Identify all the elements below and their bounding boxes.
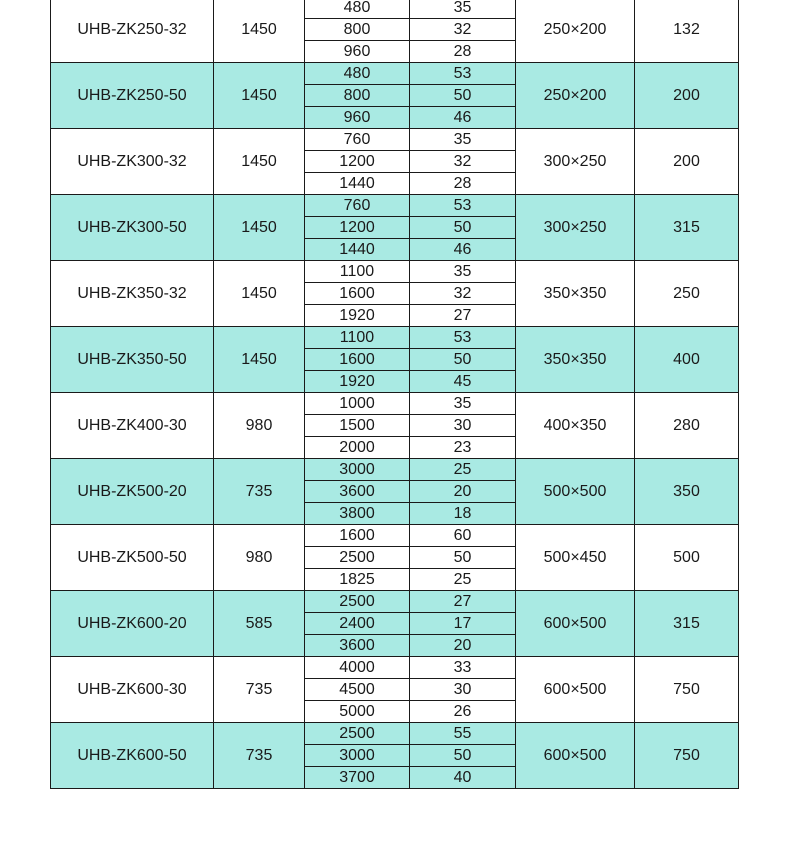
head-cell: 35 xyxy=(410,261,516,283)
model-cell: UHB-ZK350-32 xyxy=(51,261,214,327)
speed-cell: 735 xyxy=(214,723,305,789)
flow-cell: 1920 xyxy=(305,371,410,393)
head-cell: 28 xyxy=(410,173,516,195)
flow-cell: 2500 xyxy=(305,591,410,613)
head-cell: 26 xyxy=(410,701,516,723)
pump-spec-table xyxy=(50,0,739,789)
head-cell: 35 xyxy=(410,129,516,151)
flow-cell: 480 xyxy=(305,63,410,85)
flow-cell: 3000 xyxy=(305,745,410,767)
speed-cell: 735 xyxy=(214,657,305,723)
head-cell: 20 xyxy=(410,481,516,503)
head-cell: 46 xyxy=(410,239,516,261)
head-cell: 50 xyxy=(410,745,516,767)
head-cell: 27 xyxy=(410,305,516,327)
head-cell: 32 xyxy=(410,19,516,41)
table-row xyxy=(51,723,739,745)
size-cell: 250×200 xyxy=(516,0,635,63)
speed-cell: 1450 xyxy=(214,195,305,261)
table-row xyxy=(51,63,739,85)
flow-cell: 1200 xyxy=(305,217,410,239)
model-cell: UHB-ZK500-50 xyxy=(51,525,214,591)
flow-cell: 4000 xyxy=(305,657,410,679)
size-cell: 350×350 xyxy=(516,327,635,393)
head-cell: 46 xyxy=(410,107,516,129)
head-cell: 50 xyxy=(410,349,516,371)
size-cell: 500×500 xyxy=(516,459,635,525)
speed-cell: 980 xyxy=(214,393,305,459)
head-cell: 18 xyxy=(410,503,516,525)
head-cell: 50 xyxy=(410,547,516,569)
table-row xyxy=(51,327,739,349)
table-row xyxy=(51,129,739,151)
power-cell: 500 xyxy=(635,525,739,591)
flow-cell: 960 xyxy=(305,107,410,129)
table-row xyxy=(51,657,739,679)
flow-cell: 1000 xyxy=(305,393,410,415)
power-cell: 315 xyxy=(635,591,739,657)
head-cell: 45 xyxy=(410,371,516,393)
flow-cell: 3600 xyxy=(305,635,410,657)
flow-cell: 2500 xyxy=(305,723,410,745)
flow-cell: 1100 xyxy=(305,327,410,349)
size-cell: 500×450 xyxy=(516,525,635,591)
size-cell: 250×200 xyxy=(516,63,635,129)
table-row xyxy=(51,0,739,19)
power-cell: 250 xyxy=(635,261,739,327)
flow-cell: 800 xyxy=(305,85,410,107)
head-cell: 28 xyxy=(410,41,516,63)
speed-cell: 585 xyxy=(214,591,305,657)
power-cell: 350 xyxy=(635,459,739,525)
flow-cell: 1200 xyxy=(305,151,410,173)
flow-cell: 4500 xyxy=(305,679,410,701)
head-cell: 32 xyxy=(410,151,516,173)
size-cell: 350×350 xyxy=(516,261,635,327)
flow-cell: 5000 xyxy=(305,701,410,723)
flow-cell: 1440 xyxy=(305,173,410,195)
flow-cell: 960 xyxy=(305,41,410,63)
size-cell: 400×350 xyxy=(516,393,635,459)
speed-cell: 1450 xyxy=(214,327,305,393)
flow-cell: 1600 xyxy=(305,283,410,305)
power-cell: 315 xyxy=(635,195,739,261)
head-cell: 17 xyxy=(410,613,516,635)
head-cell: 60 xyxy=(410,525,516,547)
head-cell: 35 xyxy=(410,393,516,415)
flow-cell: 3600 xyxy=(305,481,410,503)
model-cell: UHB-ZK300-50 xyxy=(51,195,214,261)
head-cell: 53 xyxy=(410,327,516,349)
speed-cell: 735 xyxy=(214,459,305,525)
flow-cell: 1920 xyxy=(305,305,410,327)
head-cell: 27 xyxy=(410,591,516,613)
model-cell: UHB-ZK600-20 xyxy=(51,591,214,657)
power-cell: 750 xyxy=(635,723,739,789)
head-cell: 32 xyxy=(410,283,516,305)
flow-cell: 480 xyxy=(305,0,410,19)
flow-cell: 2500 xyxy=(305,547,410,569)
flow-cell: 1825 xyxy=(305,569,410,591)
table-row xyxy=(51,195,739,217)
flow-cell: 2000 xyxy=(305,437,410,459)
size-cell: 600×500 xyxy=(516,657,635,723)
speed-cell: 1450 xyxy=(214,63,305,129)
head-cell: 50 xyxy=(410,217,516,239)
table-row xyxy=(51,525,739,547)
model-cell: UHB-ZK500-20 xyxy=(51,459,214,525)
speed-cell: 1450 xyxy=(214,261,305,327)
power-cell: 280 xyxy=(635,393,739,459)
size-cell: 300×250 xyxy=(516,195,635,261)
model-cell: UHB-ZK350-50 xyxy=(51,327,214,393)
flow-cell: 1600 xyxy=(305,525,410,547)
head-cell: 53 xyxy=(410,63,516,85)
flow-cell: 760 xyxy=(305,195,410,217)
power-cell: 200 xyxy=(635,129,739,195)
size-cell: 300×250 xyxy=(516,129,635,195)
head-cell: 53 xyxy=(410,195,516,217)
flow-cell: 760 xyxy=(305,129,410,151)
power-cell: 400 xyxy=(635,327,739,393)
speed-cell: 1450 xyxy=(214,0,305,63)
flow-cell: 800 xyxy=(305,19,410,41)
flow-cell: 2400 xyxy=(305,613,410,635)
model-cell: UHB-ZK400-30 xyxy=(51,393,214,459)
flow-cell: 1500 xyxy=(305,415,410,437)
size-cell: 600×500 xyxy=(516,723,635,789)
flow-cell: 1100 xyxy=(305,261,410,283)
model-cell: UHB-ZK250-32 xyxy=(51,0,214,63)
table-row xyxy=(51,459,739,481)
power-cell: 750 xyxy=(635,657,739,723)
table-row xyxy=(51,261,739,283)
speed-cell: 1450 xyxy=(214,129,305,195)
head-cell: 35 xyxy=(410,0,516,19)
flow-cell: 1600 xyxy=(305,349,410,371)
table-row xyxy=(51,591,739,613)
model-cell: UHB-ZK600-30 xyxy=(51,657,214,723)
power-cell: 132 xyxy=(635,0,739,63)
size-cell: 600×500 xyxy=(516,591,635,657)
head-cell: 25 xyxy=(410,569,516,591)
table-row xyxy=(51,393,739,415)
model-cell: UHB-ZK250-50 xyxy=(51,63,214,129)
head-cell: 40 xyxy=(410,767,516,789)
speed-cell: 980 xyxy=(214,525,305,591)
head-cell: 30 xyxy=(410,679,516,701)
head-cell: 50 xyxy=(410,85,516,107)
model-cell: UHB-ZK300-32 xyxy=(51,129,214,195)
spec-table-body xyxy=(51,0,739,789)
flow-cell: 1440 xyxy=(305,239,410,261)
head-cell: 25 xyxy=(410,459,516,481)
flow-cell: 3800 xyxy=(305,503,410,525)
flow-cell: 3700 xyxy=(305,767,410,789)
flow-cell: 3000 xyxy=(305,459,410,481)
head-cell: 33 xyxy=(410,657,516,679)
head-cell: 55 xyxy=(410,723,516,745)
model-cell: UHB-ZK600-50 xyxy=(51,723,214,789)
head-cell: 30 xyxy=(410,415,516,437)
head-cell: 23 xyxy=(410,437,516,459)
head-cell: 20 xyxy=(410,635,516,657)
power-cell: 200 xyxy=(635,63,739,129)
